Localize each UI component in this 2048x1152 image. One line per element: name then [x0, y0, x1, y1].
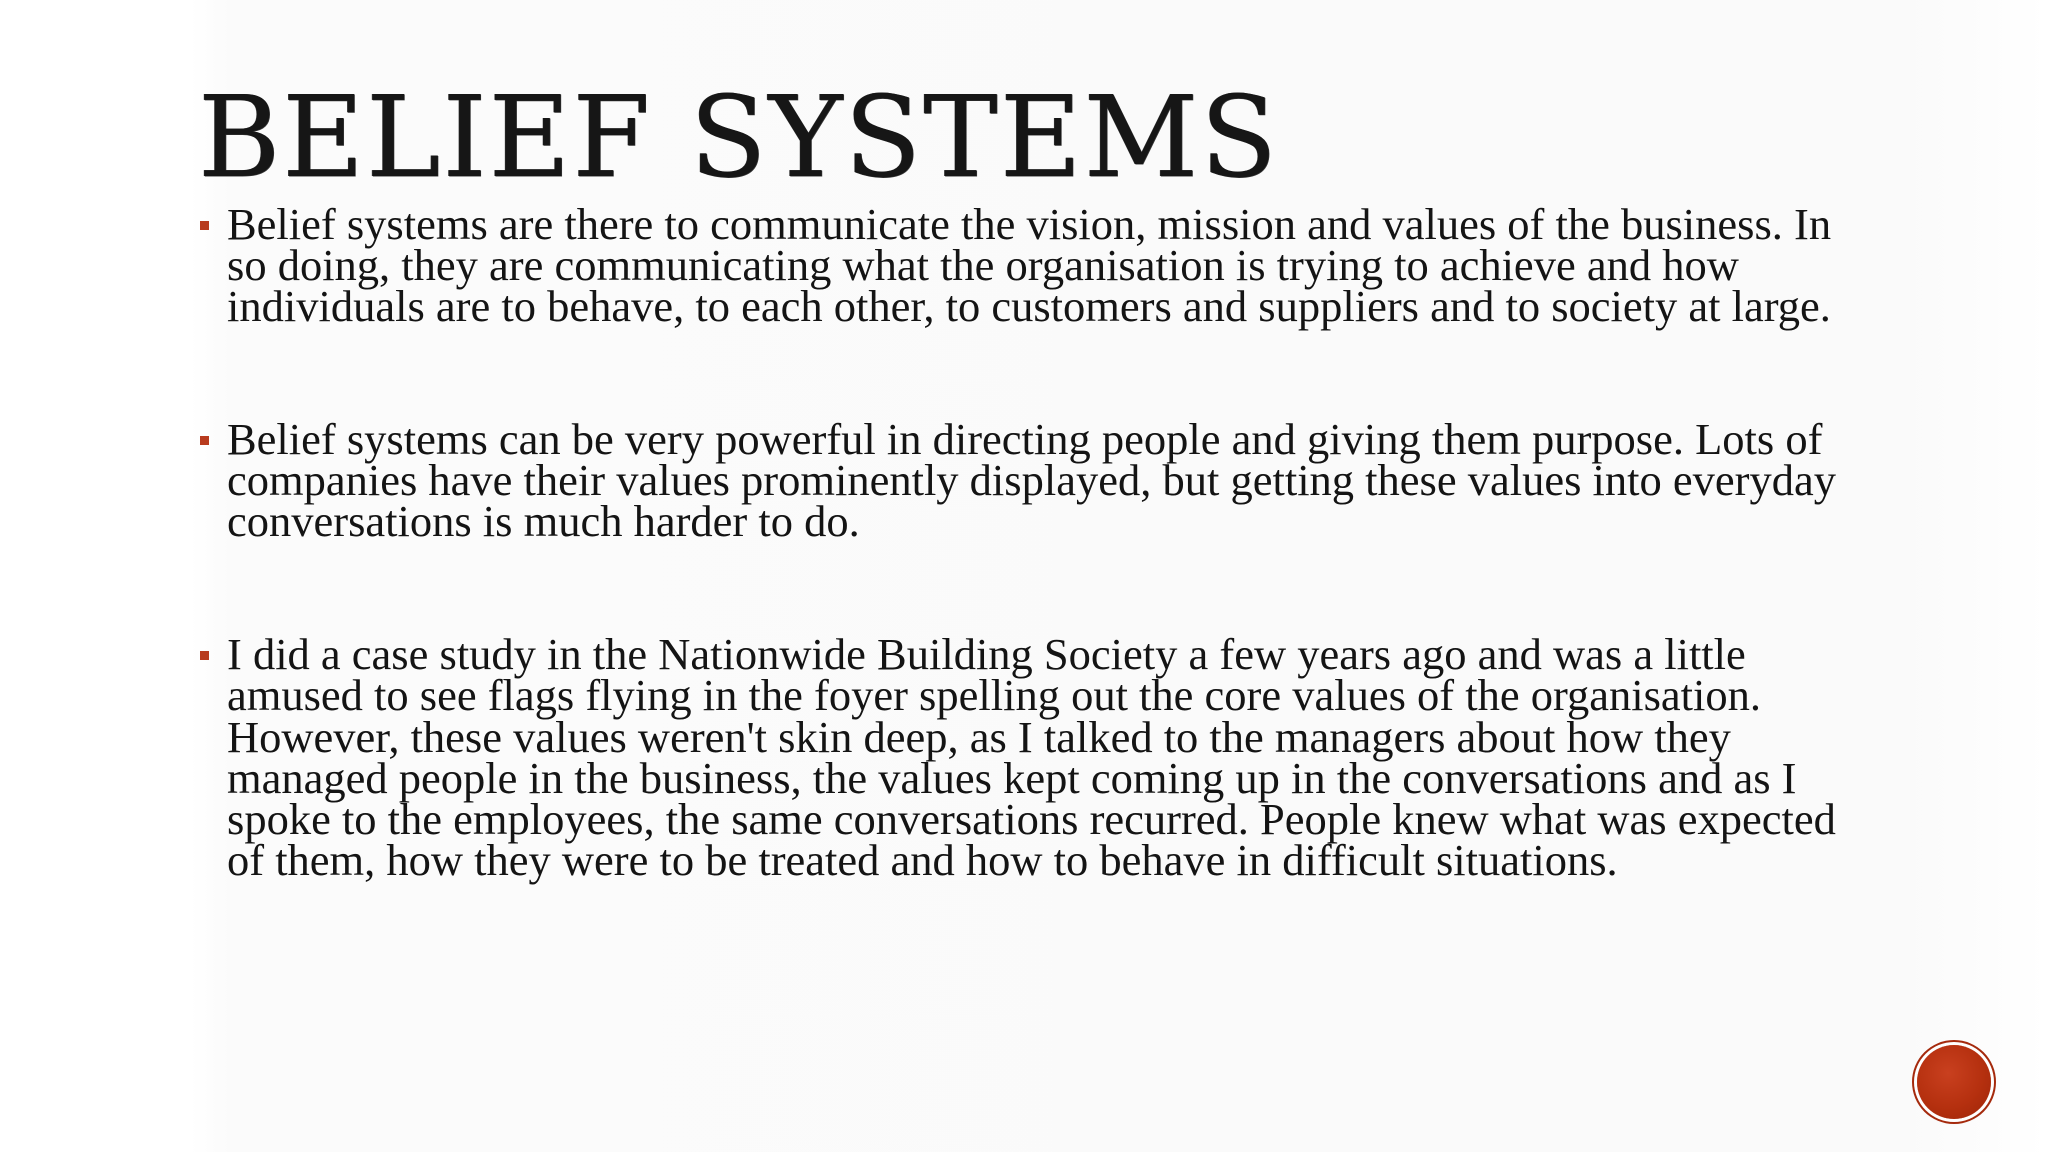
bullet-text: I did a case study in the Nationwide Building Society a few years ago and was a little amused to see flags flying in the foyer spelling out the core values of the organisation. However, these values weren't skin deep, as I talked to the managers about how they managed people in the business, the values kept coming up in the conversations and as I spoke to the employees, the same conversations recurred. People knew what was expected of them, how they were to be treated and how to behave in difficult situations.	[227, 629, 1836, 886]
bullet-text: Belief systems are there to communicate the vision, mission and values of the business. In so doing, they are communicating what the organisation is trying to achieve and how individuals are to behave, to each other, to customers and suppliers and to society at large.	[227, 199, 1832, 332]
square-bullet-icon	[200, 651, 209, 660]
square-bullet-icon	[200, 221, 209, 230]
bullet-item	[196, 199, 1876, 332]
bullet-text: Belief systems can be very powerful in directing people and giving them purpose. Lots of companies have their values prominently displayed, but getting these values into everyday conversations is much harder to do.	[227, 413, 1836, 547]
bullet-item	[196, 629, 1876, 886]
bullet-item	[196, 413, 1876, 547]
square-bullet-icon	[200, 436, 209, 445]
slide-title: BELIEF SYSTEMS	[198, 73, 1280, 203]
bullet-list	[196, 199, 1876, 886]
next-slide-button[interactable]	[1917, 1045, 1991, 1119]
